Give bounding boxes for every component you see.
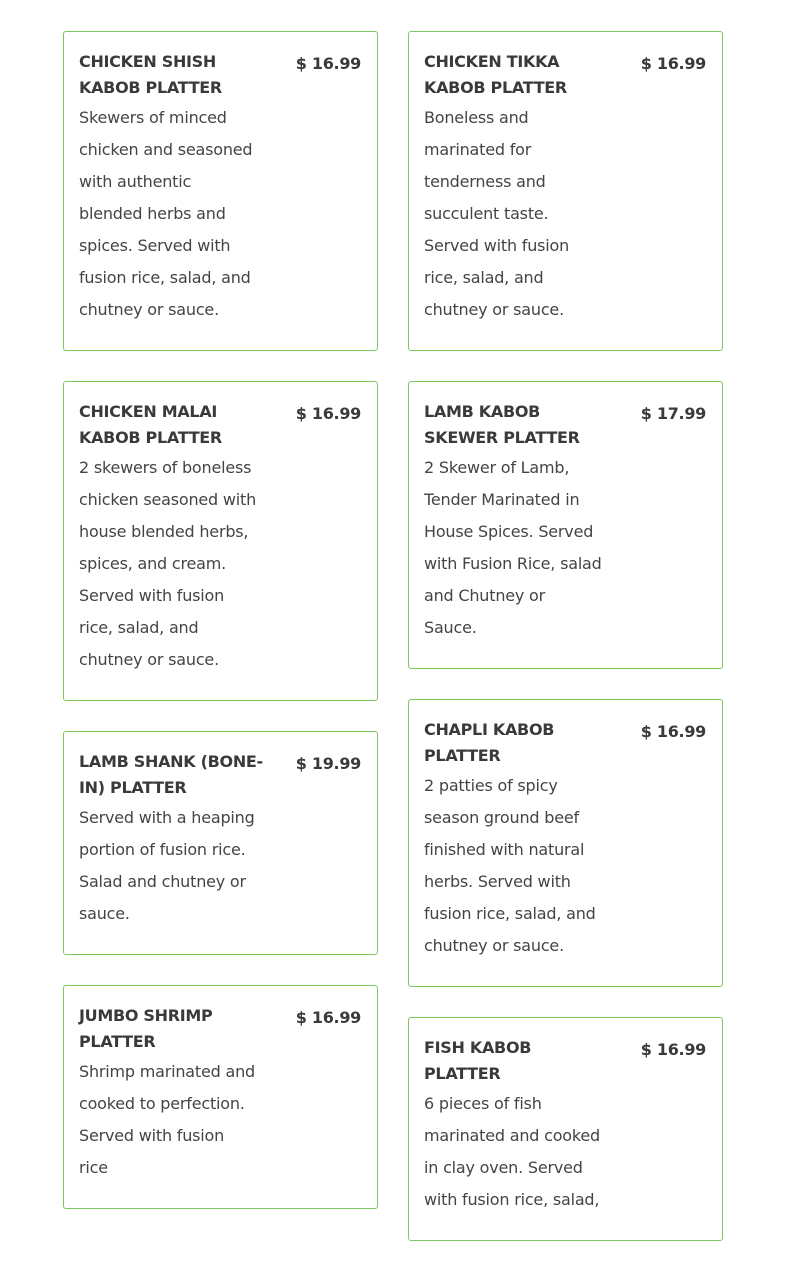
- menu-item-price: $ 19.99: [295, 754, 361, 773]
- menu-item-title: CHICKEN SHISH KABOB PLATTER: [79, 52, 222, 97]
- menu-item-price: $ 16.99: [640, 722, 706, 741]
- menu-item-card[interactable]: [408, 31, 723, 351]
- menu-item-price: $ 17.99: [640, 404, 706, 423]
- menu-item-title: CHICKEN TIKKA KABOB PLATTER: [424, 52, 567, 97]
- menu-item-description: Shrimp marinated and cooked to perfection. Served with fusion rice: [79, 1062, 255, 1177]
- menu-item-card[interactable]: [63, 985, 378, 1209]
- menu-column-left: [63, 31, 378, 1239]
- menu-item-card[interactable]: [408, 699, 723, 987]
- menu-item-title: LAMB SHANK (BONE-IN) PLATTER: [79, 752, 263, 797]
- menu-item-price: $ 16.99: [295, 404, 361, 423]
- menu-column-right: [408, 31, 723, 1271]
- menu-item-price: $ 16.99: [295, 54, 361, 73]
- menu-item-card[interactable]: [408, 1017, 723, 1241]
- menu-item-title: CHICKEN MALAI KABOB PLATTER: [79, 402, 222, 447]
- menu-item-description: 2 skewers of boneless chicken seasoned with house blended herbs, spices, and cream. Served with fusion rice, salad, and chutney or sauce.: [79, 458, 257, 669]
- menu-item-description: 2 patties of spicy season ground beef finished with natural herbs. Served with fusion rice, salad, and chutney or sauce.: [424, 776, 596, 955]
- menu-item-price: $ 16.99: [295, 1008, 361, 1027]
- menu-item-title: FISH KABOB PLATTER: [424, 1038, 532, 1083]
- menu-item-card[interactable]: [408, 381, 723, 669]
- menu-item-price: $ 16.99: [640, 1040, 706, 1059]
- menu-item-card[interactable]: [63, 731, 378, 955]
- menu-item-title: LAMB KABOB SKEWER PLATTER: [424, 402, 580, 447]
- menu-item-description: Served with a heaping portion of fusion rice. Salad and chutney or sauce.: [79, 808, 255, 923]
- menu-item-price: $ 16.99: [640, 54, 706, 73]
- menu-item-card[interactable]: [63, 381, 378, 701]
- menu-item-description: Boneless and marinated for tenderness and succulent taste. Served with fusion rice, salad, and chutney or sauce.: [424, 108, 570, 319]
- menu-item-title: JUMBO SHRIMP PLATTER: [79, 1006, 213, 1051]
- menu-item-description: 2 Skewer of Lamb, Tender Marinated in House Spices. Served with Fusion Rice, salad and Chutney or Sauce.: [424, 458, 602, 637]
- menu-item-card[interactable]: [63, 31, 378, 351]
- menu-item-title: CHAPLI KABOB PLATTER: [424, 720, 555, 765]
- menu-item-description: 6 pieces of fish marinated and cooked in clay oven. Served with fusion rice, salad,: [424, 1094, 600, 1209]
- menu-item-description: Skewers of minced chicken and seasoned with authentic blended herbs and spices. Served with fusion rice, salad, and chutney or sauce.: [79, 108, 253, 319]
